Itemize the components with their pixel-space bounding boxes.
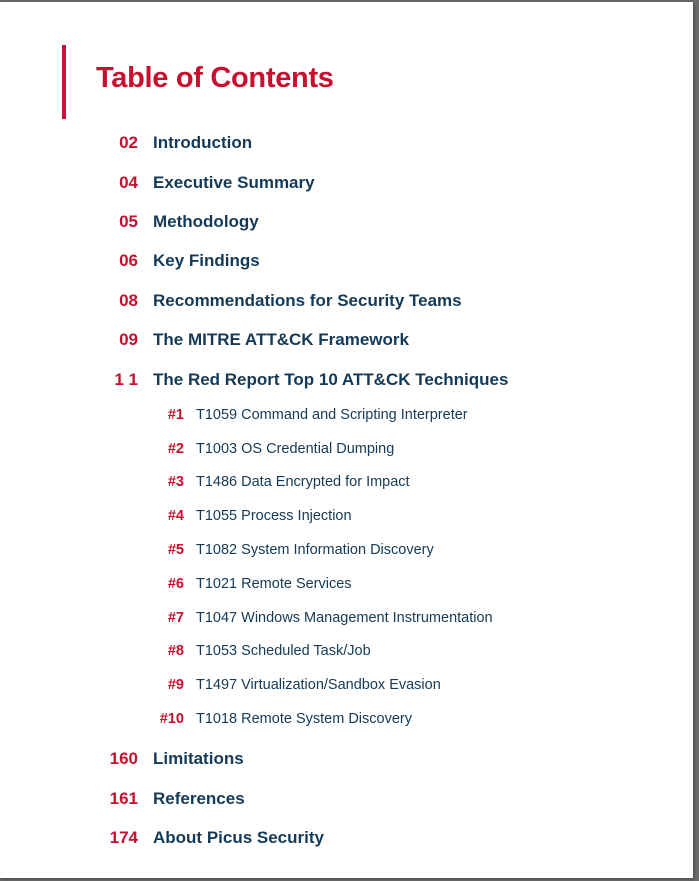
toc-page-number: 161 — [109, 789, 138, 808]
toc-entry[interactable] — [0, 368, 693, 392]
toc-entry-title: The MITRE ATT&CK Framework — [153, 330, 409, 349]
technique-rank: #2 — [167, 441, 184, 457]
toc-subentry[interactable] — [0, 606, 693, 630]
toc-subentry[interactable] — [0, 470, 693, 494]
toc-page-number: 160 — [109, 749, 138, 768]
toc-subentry[interactable] — [0, 707, 693, 731]
toc-page-number: 06 — [119, 251, 138, 270]
toc-entry[interactable] — [0, 289, 693, 313]
toc-entry-title: Methodology — [153, 212, 259, 231]
document-page — [0, 2, 693, 878]
toc-list — [0, 2, 693, 878]
toc-subentry[interactable] — [0, 403, 693, 427]
toc-entry-title: Limitations — [153, 749, 244, 768]
toc-entry[interactable] — [0, 249, 693, 273]
toc-entry-title: About Picus Security — [153, 828, 324, 847]
technique-title: T1486 Data Encrypted for Impact — [196, 474, 410, 490]
toc-page-number: 174 — [109, 828, 138, 847]
technique-rank: #3 — [167, 474, 184, 490]
toc-page-number: 05 — [119, 212, 138, 231]
technique-title: T1053 Scheduled Task/Job — [196, 643, 371, 659]
toc-entry-title: Executive Summary — [153, 173, 315, 192]
toc-subentry[interactable] — [0, 437, 693, 461]
toc-subentry[interactable] — [0, 538, 693, 562]
technique-title: T1059 Command and Scripting Interpreter — [196, 407, 468, 423]
technique-rank: #6 — [167, 576, 184, 592]
toc-entry-title: Introduction — [153, 133, 253, 152]
toc-entry[interactable] — [0, 210, 693, 234]
technique-rank: #9 — [167, 677, 184, 693]
toc-entry[interactable] — [0, 171, 693, 195]
technique-title: T1082 System Information Discovery — [196, 542, 434, 558]
technique-title: T1055 Process Injection — [196, 508, 352, 524]
toc-entry[interactable] — [0, 826, 693, 850]
technique-title: T1047 Windows Management Instrumentation — [196, 610, 493, 626]
toc-entry-title: Recommendations for Security Teams — [153, 291, 462, 310]
toc-page-number: 08 — [119, 291, 138, 310]
toc-page-number: 1 1 — [114, 370, 138, 389]
technique-rank: #5 — [167, 542, 184, 558]
toc-subentry[interactable] — [0, 504, 693, 528]
toc-subentry[interactable] — [0, 639, 693, 663]
technique-rank: #1 — [167, 407, 184, 423]
toc-entry-title: The Red Report Top 10 ATT&CK Techniques — [153, 370, 509, 389]
toc-subentry[interactable] — [0, 673, 693, 697]
technique-rank: #4 — [167, 508, 184, 524]
toc-page-number: 04 — [119, 173, 138, 192]
technique-title: T1003 OS Credential Dumping — [196, 441, 395, 457]
toc-entry[interactable] — [0, 328, 693, 352]
technique-title: T1021 Remote Services — [196, 576, 352, 592]
toc-subentry[interactable] — [0, 572, 693, 596]
toc-entry-title: References — [153, 789, 245, 808]
toc-entry-title: Key Findings — [153, 251, 260, 270]
toc-entry[interactable] — [0, 747, 693, 771]
technique-rank: #7 — [167, 610, 184, 626]
technique-title: T1018 Remote System Discovery — [196, 711, 412, 727]
toc-entry[interactable] — [0, 787, 693, 811]
page-title: Table of Contents — [96, 62, 334, 94]
technique-title: T1497 Virtualization/Sandbox Evasion — [196, 677, 441, 693]
technique-rank: #8 — [167, 643, 184, 659]
toc-page-number: 02 — [119, 133, 138, 152]
technique-rank: #10 — [159, 711, 184, 727]
toc-entry[interactable] — [0, 131, 693, 155]
toc-page-number: 09 — [119, 330, 138, 349]
